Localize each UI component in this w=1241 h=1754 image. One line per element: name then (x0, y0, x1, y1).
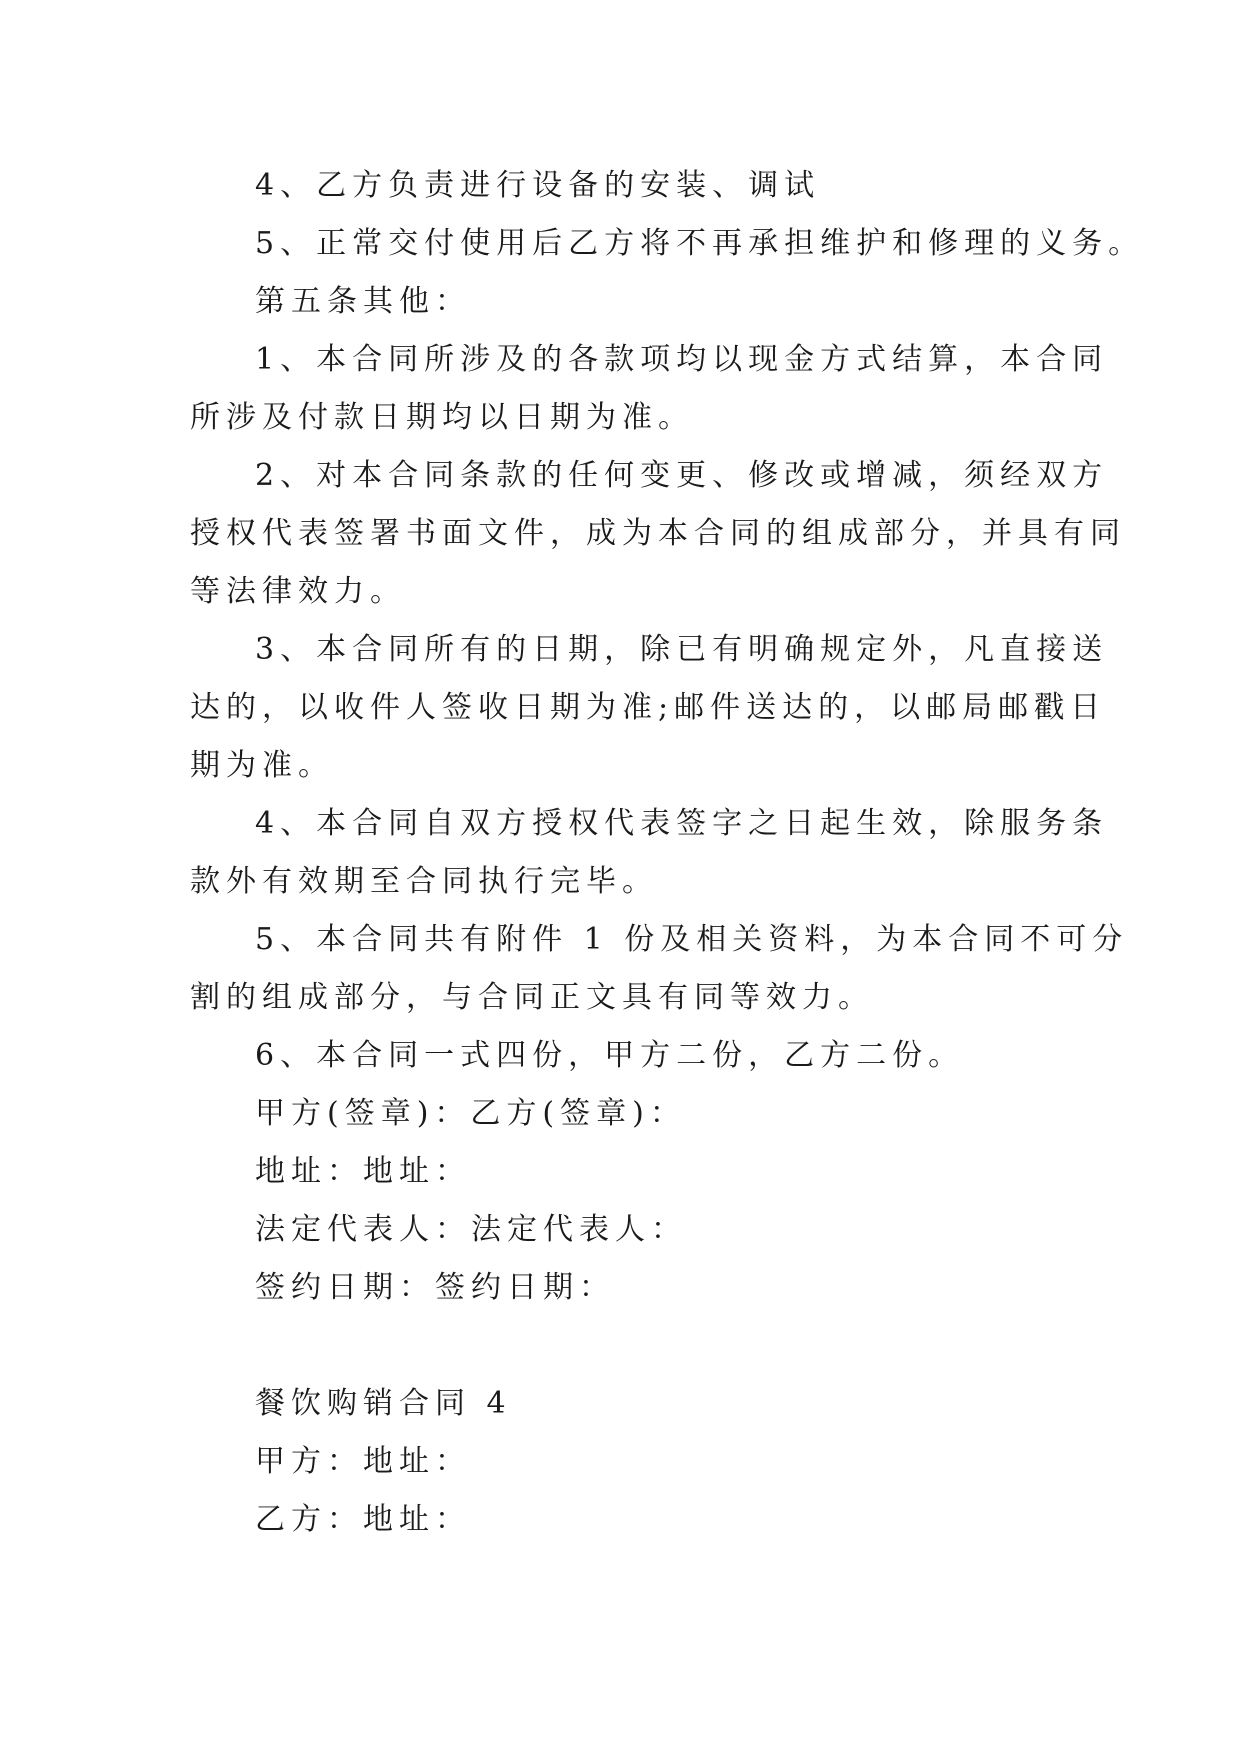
other-clause-3-line-1: 3、本合同所有的日期，除已有明确规定外，凡直接送 (255, 632, 1109, 667)
other-clause-2-line-1: 2、对本合同条款的任何变更、修改或增减，须经双方 (255, 458, 1109, 493)
other-clause-1-line-2: 所涉及付款日期均以日期为准。 (190, 400, 694, 435)
signature-date-line: 签约日期：签约日期： (255, 1270, 615, 1305)
other-clause-2-line-3: 等法律效力。 (190, 574, 406, 609)
other-clause-6: 6、本合同一式四份，甲方二份，乙方二份。 (255, 1038, 965, 1073)
signature-address-line: 地址：地址： (255, 1154, 471, 1189)
other-clause-4-line-1: 4、本合同自双方授权代表签字之日起生效，除服务条 (255, 806, 1109, 841)
signature-representative-line: 法定代表人：法定代表人： (255, 1212, 687, 1247)
signature-seal-line: 甲方(签章)：乙方(签章)： (255, 1096, 686, 1131)
other-clause-3-line-3: 期为准。 (190, 748, 334, 783)
other-clause-5-line-1: 5、本合同共有附件 1 份及相关资料，为本合同不可分 (255, 922, 1129, 957)
other-clause-5-line-2: 割的组成部分，与合同正文具有同等效力。 (190, 980, 874, 1015)
other-clause-4-line-2: 款外有效期至合同执行完毕。 (190, 864, 658, 899)
party-a-address-line: 甲方：地址： (255, 1444, 471, 1479)
article-5-heading: 第五条其他： (255, 284, 471, 319)
other-clause-1-line-1: 1、本合同所涉及的各款项均以现金方式结算，本合同 (255, 342, 1109, 377)
clause-5-maintenance: 5、正常交付使用后乙方将不再承担维护和修理的义务。 (255, 226, 1145, 261)
party-b-address-line: 乙方：地址： (255, 1502, 471, 1537)
contract-4-title: 餐饮购销合同 4 (255, 1386, 512, 1421)
other-clause-3-line-2: 达的，以收件人签收日期为准;邮件送达的，以邮局邮戳日 (190, 690, 1107, 725)
other-clause-2-line-2: 授权代表签署书面文件，成为本合同的组成部分，并具有同 (190, 516, 1126, 551)
clause-4-installation: 4、乙方负责进行设备的安装、调试 (255, 168, 821, 203)
